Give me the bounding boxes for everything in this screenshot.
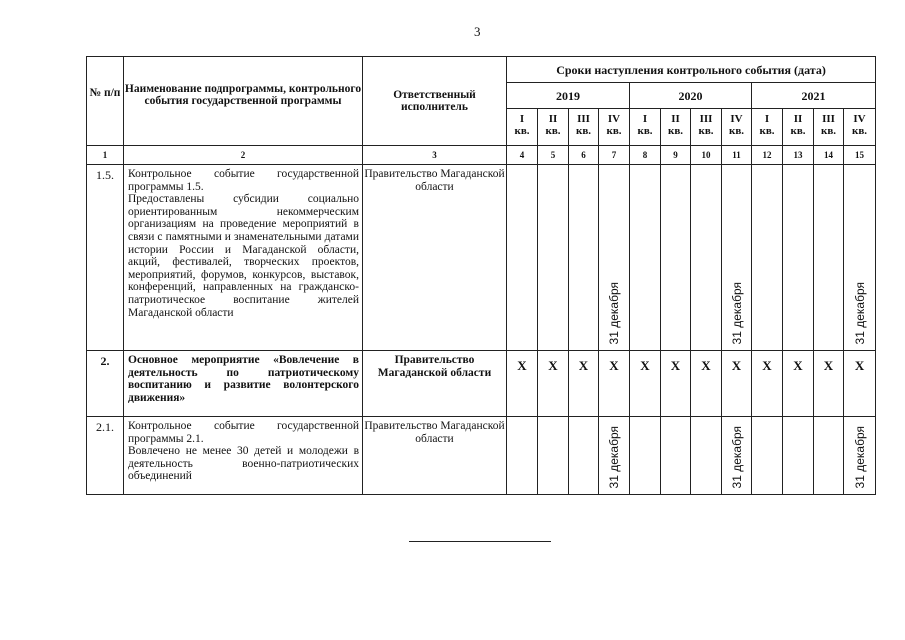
quarter-header	[599, 109, 630, 146]
column-number: 3	[363, 146, 507, 165]
deadline-cell	[599, 417, 630, 495]
quarter-number: III	[822, 113, 835, 125]
quarter-abbr: кв.	[790, 125, 806, 137]
deadline-cell	[844, 417, 876, 495]
header-name: Наименование подпрограммы, контрольного события государственной программы	[124, 57, 363, 146]
quarter-abbr: кв.	[575, 125, 592, 137]
quarter-header	[630, 109, 661, 146]
empty-cell	[538, 165, 569, 351]
event-name-line: Предоставлены субсидии социально ориентированным некоммерческим организациям на проведение мероприятий в связи с памятными и знаменательными датами истории России и Магаданской области, акций, фестивалей, творческих проектов, мероприятий, форумов, конкурсов, выставок, конференций, направленных на гражданско-патриотическое воспитание жителей Магаданской области	[128, 193, 359, 319]
x-mark-cell: X	[599, 351, 630, 417]
quarter-abbr: кв.	[514, 125, 530, 137]
column-number: 11	[722, 146, 752, 165]
quarter-header	[569, 109, 599, 146]
empty-cell	[814, 417, 844, 495]
quarter-number: II	[548, 113, 558, 125]
column-number: 1	[87, 146, 124, 165]
quarter-number: I	[764, 113, 770, 125]
quarter-header	[661, 109, 691, 146]
column-number: 6	[569, 146, 599, 165]
quarter-number: IV	[730, 113, 743, 125]
column-number: 9	[661, 146, 691, 165]
deadline-cell	[844, 165, 876, 351]
responsible-executor: Правительство Магаданской области	[363, 351, 507, 417]
quarter-number: III	[577, 113, 590, 125]
empty-cell	[783, 417, 814, 495]
empty-cell	[752, 417, 783, 495]
x-mark-cell: X	[783, 351, 814, 417]
responsible-executor: Правительство Магаданской области	[363, 417, 507, 495]
empty-cell	[630, 165, 661, 351]
table-row	[87, 351, 876, 417]
quarter-header	[722, 109, 752, 146]
empty-cell	[507, 417, 538, 495]
empty-cell	[569, 165, 599, 351]
x-mark-cell: X	[752, 351, 783, 417]
quarter-number: III	[699, 113, 713, 125]
event-name	[124, 351, 363, 417]
header-deadlines: Сроки наступления контрольного события (дата)	[507, 57, 876, 83]
deadline-cell	[722, 165, 752, 351]
year-header: 2019	[507, 83, 630, 109]
empty-cell	[507, 165, 538, 351]
x-mark-cell: X	[538, 351, 569, 417]
quarter-number: I	[642, 113, 648, 125]
quarter-abbr: кв.	[545, 125, 561, 137]
deadline-date: 31 декабря	[607, 281, 621, 344]
quarter-header	[538, 109, 569, 146]
empty-cell	[691, 165, 722, 351]
quarter-abbr: кв.	[606, 125, 622, 137]
x-mark-cell: X	[844, 351, 876, 417]
quarter-abbr: кв.	[852, 125, 868, 137]
year-header: 2020	[630, 83, 752, 109]
column-number: 12	[752, 146, 783, 165]
event-name-line: Контрольное событие государственной программы 1.5.	[128, 168, 359, 193]
quarter-abbr: кв.	[728, 125, 745, 137]
empty-cell	[814, 165, 844, 351]
quarter-abbr: кв.	[759, 125, 775, 137]
header-responsible: Ответственный исполнитель	[363, 57, 507, 146]
quarter-abbr: кв.	[698, 125, 714, 137]
table-row	[87, 165, 876, 351]
quarter-number: IV	[607, 113, 621, 125]
quarter-header	[691, 109, 722, 146]
empty-cell	[783, 165, 814, 351]
column-number: 8	[630, 146, 661, 165]
column-number: 7	[599, 146, 630, 165]
event-name-line: Вовлечено не менее 30 детей и молодежи в деятельность военно-патриотических объединений	[128, 445, 359, 483]
deadline-date: 31 декабря	[729, 281, 744, 344]
empty-cell	[752, 165, 783, 351]
quarter-header	[752, 109, 783, 146]
column-number: 2	[124, 146, 363, 165]
empty-cell	[569, 417, 599, 495]
row-number: 2.1.	[87, 417, 124, 495]
column-number: 10	[691, 146, 722, 165]
x-mark-cell: X	[569, 351, 599, 417]
x-mark-cell: X	[661, 351, 691, 417]
x-mark-cell: X	[691, 351, 722, 417]
quarter-number: I	[519, 113, 525, 125]
control-events-table	[86, 56, 876, 495]
event-name	[124, 165, 363, 351]
header-num: № п/п	[87, 57, 124, 146]
row-number: 2.	[87, 351, 124, 417]
quarter-abbr: кв.	[667, 125, 684, 137]
column-number: 14	[814, 146, 844, 165]
quarter-header	[814, 109, 844, 146]
table-row	[87, 417, 876, 495]
quarter-number: IV	[853, 113, 866, 125]
column-number: 13	[783, 146, 814, 165]
x-mark-cell: X	[630, 351, 661, 417]
column-number: 4	[507, 146, 538, 165]
event-name-line: Контрольное событие государственной программы 2.1.	[128, 420, 359, 445]
quarter-header	[507, 109, 538, 146]
empty-cell	[630, 417, 661, 495]
x-mark-cell: X	[814, 351, 844, 417]
quarter-header	[844, 109, 876, 146]
event-name-line: Основное мероприятие «Вовлечение в деятельность по патриотическому воспитанию и развитие волонтерского движения»	[128, 354, 359, 404]
x-mark-cell: X	[507, 351, 538, 417]
event-name	[124, 417, 363, 495]
deadline-date: 31 декабря	[852, 281, 867, 344]
deadline-cell	[722, 417, 752, 495]
page-number: 3	[474, 24, 481, 39]
empty-cell	[691, 417, 722, 495]
deadline-date: 31 декабря	[607, 425, 621, 488]
x-mark-cell: X	[722, 351, 752, 417]
quarter-abbr: кв.	[637, 125, 653, 137]
empty-cell	[538, 417, 569, 495]
column-number: 15	[844, 146, 876, 165]
quarter-number: II	[793, 113, 803, 125]
quarter-header	[783, 109, 814, 146]
deadline-cell	[599, 165, 630, 351]
deadline-date: 31 декабря	[729, 425, 744, 488]
empty-cell	[661, 165, 691, 351]
column-number: 5	[538, 146, 569, 165]
quarter-abbr: кв.	[820, 125, 837, 137]
responsible-executor: Правительство Магаданской области	[363, 165, 507, 351]
row-number: 1.5.	[87, 165, 124, 351]
empty-cell	[661, 417, 691, 495]
bottom-rule	[409, 541, 551, 542]
year-header: 2021	[752, 83, 876, 109]
quarter-number: II	[671, 113, 680, 125]
deadline-date: 31 декабря	[852, 425, 867, 488]
